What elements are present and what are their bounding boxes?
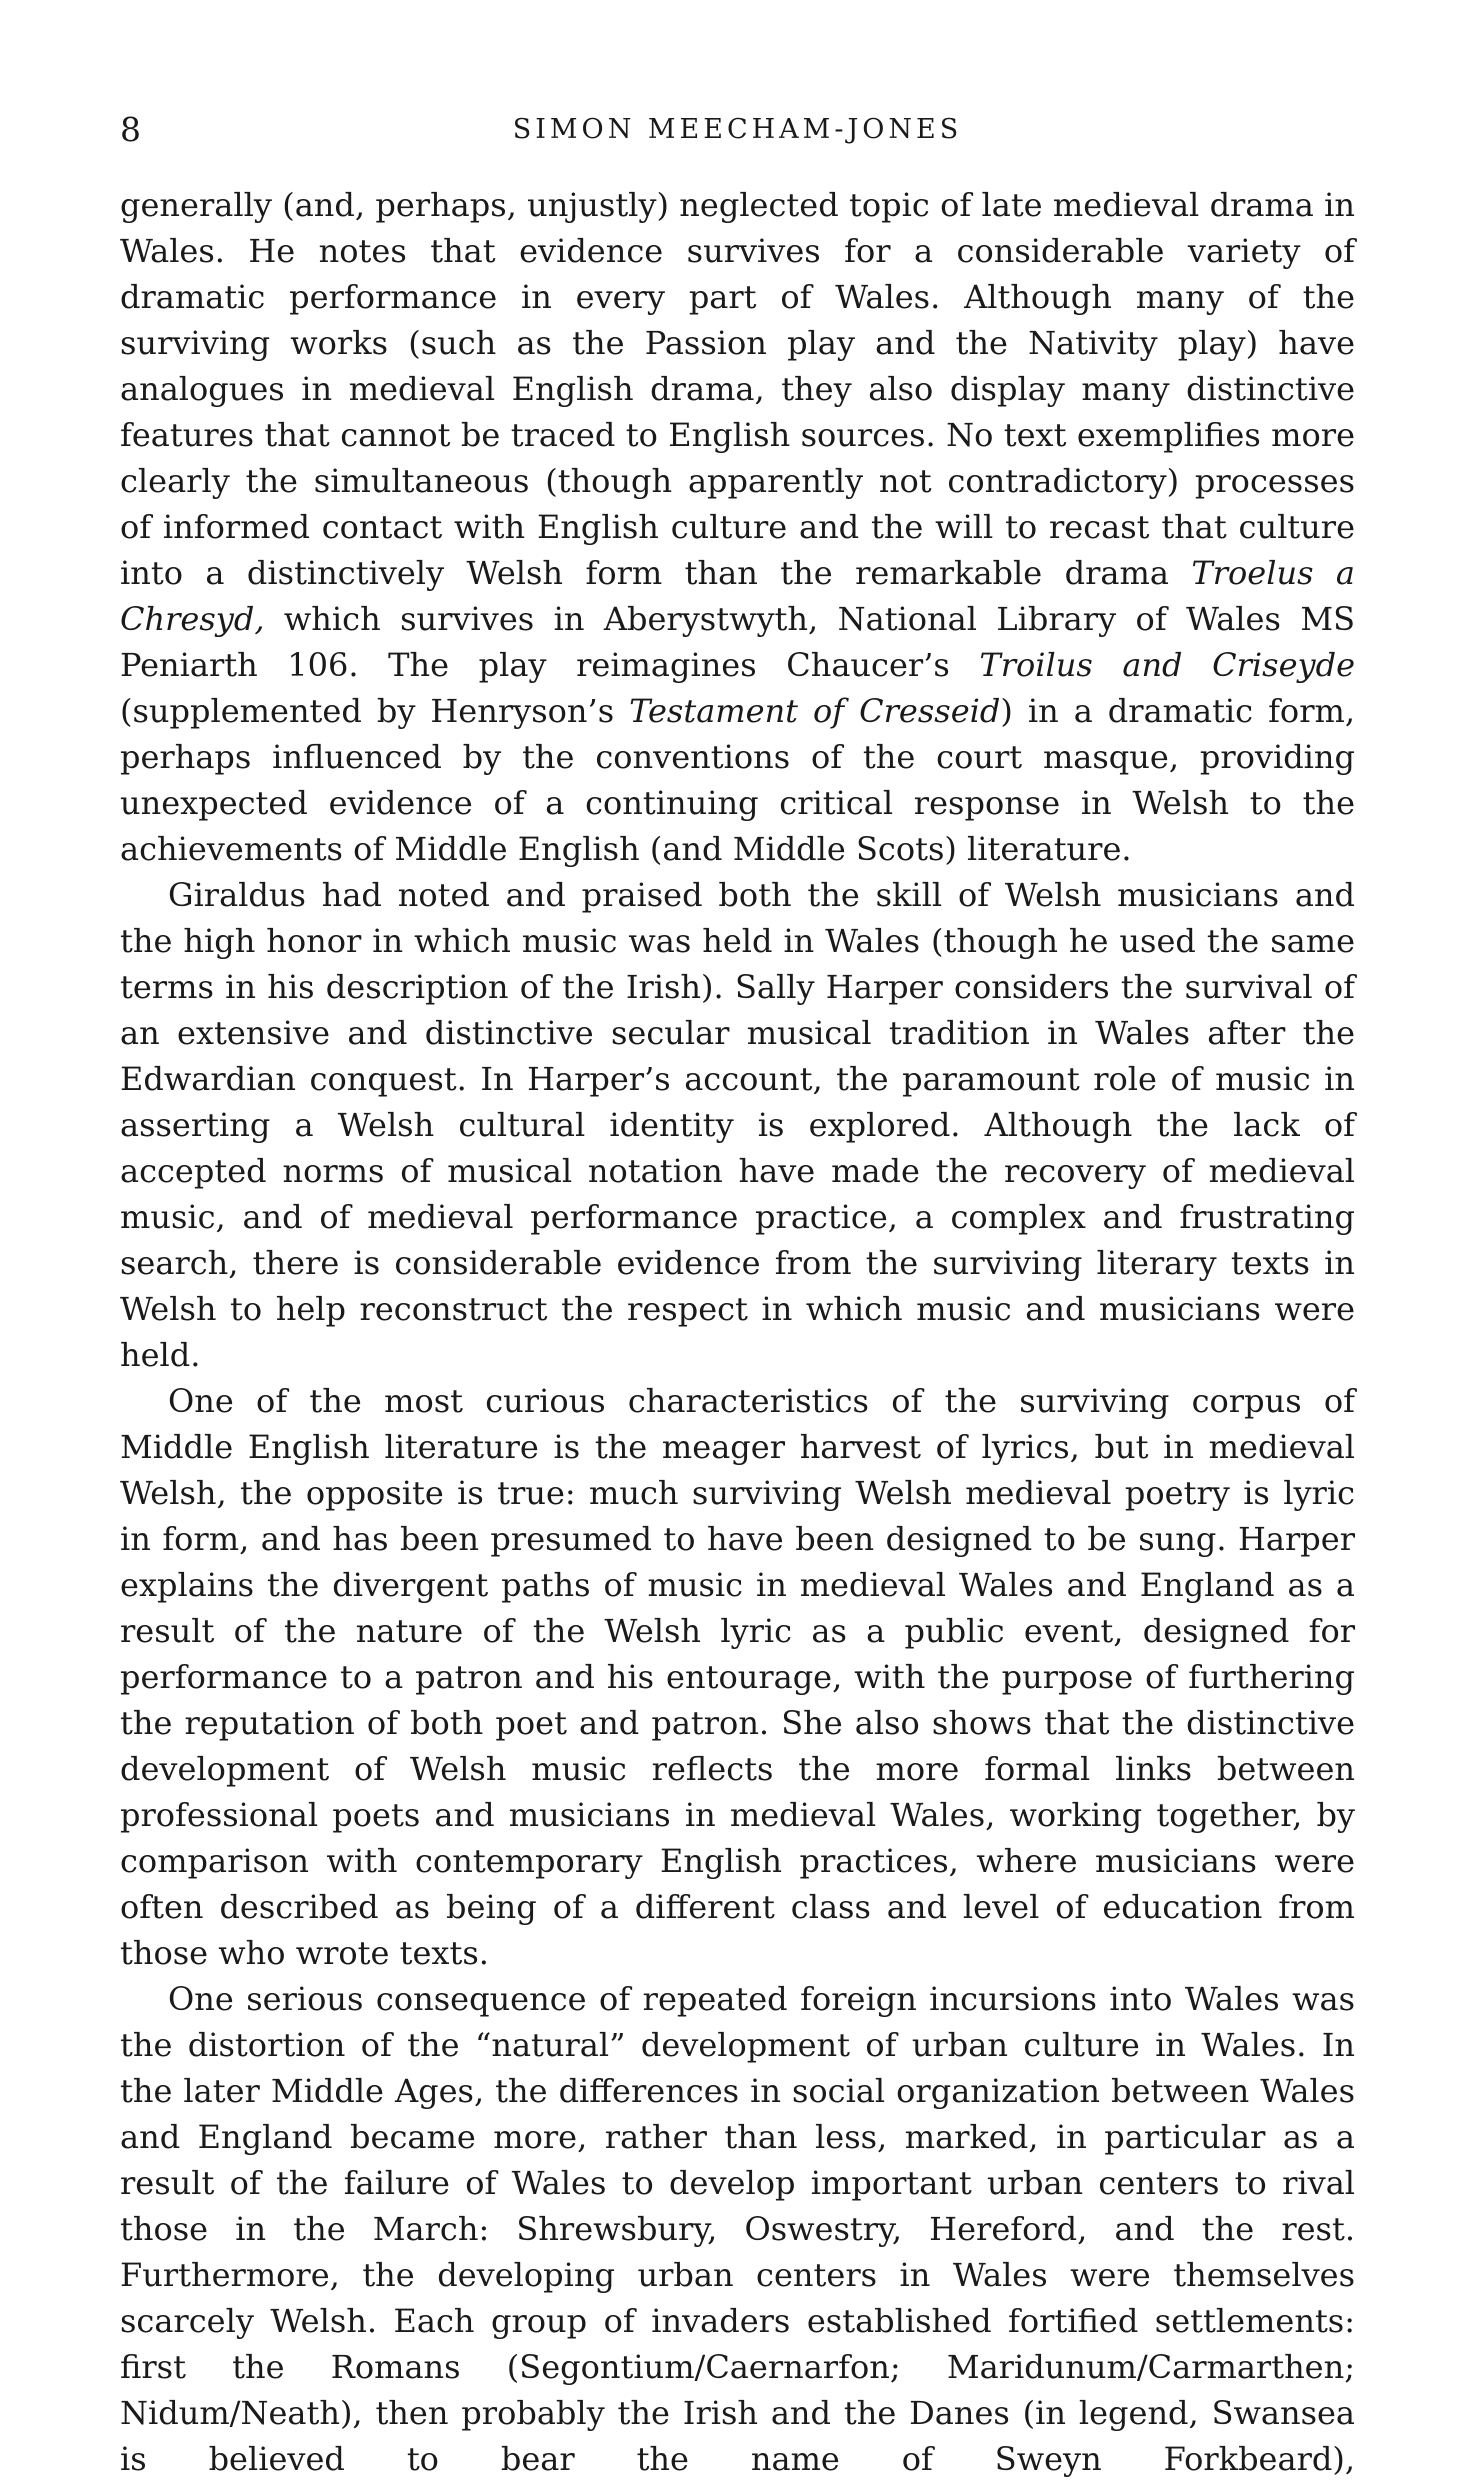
page-header	[120, 110, 1355, 170]
body-text	[120, 182, 1355, 2482]
paragraph-2: Giraldus had noted and praised both the skill of Welsh musicians and the high honor in which music was held in Wales (though he used the same terms in his description of the Irish). Sally Harper considers the survival of an extensive and distinctive secular musical tradition in Wales after the Edwardian conquest. In Harper’s account, the paramount role of music in asserting a Welsh cultural identity is explored. Although the lack of accepted norms of musical notation have made the recovery of medieval music, and of medieval performance practice, a complex and frustrating search, there is considerable evidence from the surviving literary texts in Welsh to help reconstruct the respect in which music and musicians were held.	[120, 876, 1355, 1374]
paragraph-1-text: which survives in Aberystwyth, National Library of Wales MS Peniarth 106. The play reimagines Chaucer’s	[120, 600, 1355, 684]
paragraph-4: One serious consequence of repeated foreign incursions into Wales was the distortion of the “natural” development of urban culture in Wales. In the later Middle Ages, the differences in social organization between Wales and England became more, rather than less, marked, in particular as a result of the failure of Wales to develop important urban centers to rival those in the March: Shrewsbury, Oswestry, Hereford, and the rest. Furthermore, the developing urban centers in Wales were themselves scarcely Welsh. Each group of invaders established fortified settlements: first the Romans (Segontium/Caernarfon; Maridunum/Carmarthen; Nidum/Neath), then probably the Irish and the Danes (in legend, Swansea is believed to bear the name of Sweyn Forkbeard),	[120, 1980, 1355, 2478]
title-troilus-and-criseyde: Troilus and Criseyde	[979, 646, 1356, 684]
paragraph-1-text: ) in a dramatic form, perhaps influenced by the conventions of the court masque, providing unexpected evidence of a continuing critical response in Welsh to the achievements of Middle English (and Middle Scots) literature.	[120, 692, 1356, 868]
title-testament-of-cresseid: Testament of Cresseid	[629, 692, 1001, 730]
paragraph-1	[120, 182, 1355, 872]
page	[120, 110, 1355, 2482]
title-troelus-a-chresyd: Troelus a Chresyd,	[120, 554, 1356, 638]
paragraph-3: One of the most curious characteristics of the surviving corpus of Middle English literature is the meager harvest of lyrics, but in medieval Welsh, the opposite is true: much surviving Welsh medieval poetry is lyric in form, and has been presumed to have been designed to be sung. Harper explains the divergent paths of music in medieval Wales and England as a result of the nature of the Welsh lyric as a public event, designed for performance to a patron and his entourage, with the purpose of furthering the reputation of both poet and patron. She also shows that the distinctive development of Welsh music reflects the more formal links between professional poets and musicians in medieval Wales, working together, by comparison with contemporary English practices, where musicians were often described as being of a different class and level of education from those who wrote texts.	[120, 1382, 1355, 1972]
page-number: 8	[120, 110, 141, 149]
paragraph-1-text: generally (and, perhaps, unjustly) neglected topic of late medieval drama in Wales. He notes that evidence survives for a considerable variety of dramatic performance in every part of Wales. Although many of the surviving works (such as the Passion play and the Nativity play) have analogues in medieval English drama, they also display many distinctive features that cannot be traced to English sources. No text exemplifies more clearly the simultaneous (though apparently not contradictory) processes of informed contact with English culture and the will to recast that culture into a distinctively Welsh form than the remarkable drama	[120, 186, 1355, 592]
running-head: SIMON MEECHAM-JONES	[512, 114, 963, 145]
paragraph-1-text: (supplemented by Henryson’s	[120, 692, 630, 730]
